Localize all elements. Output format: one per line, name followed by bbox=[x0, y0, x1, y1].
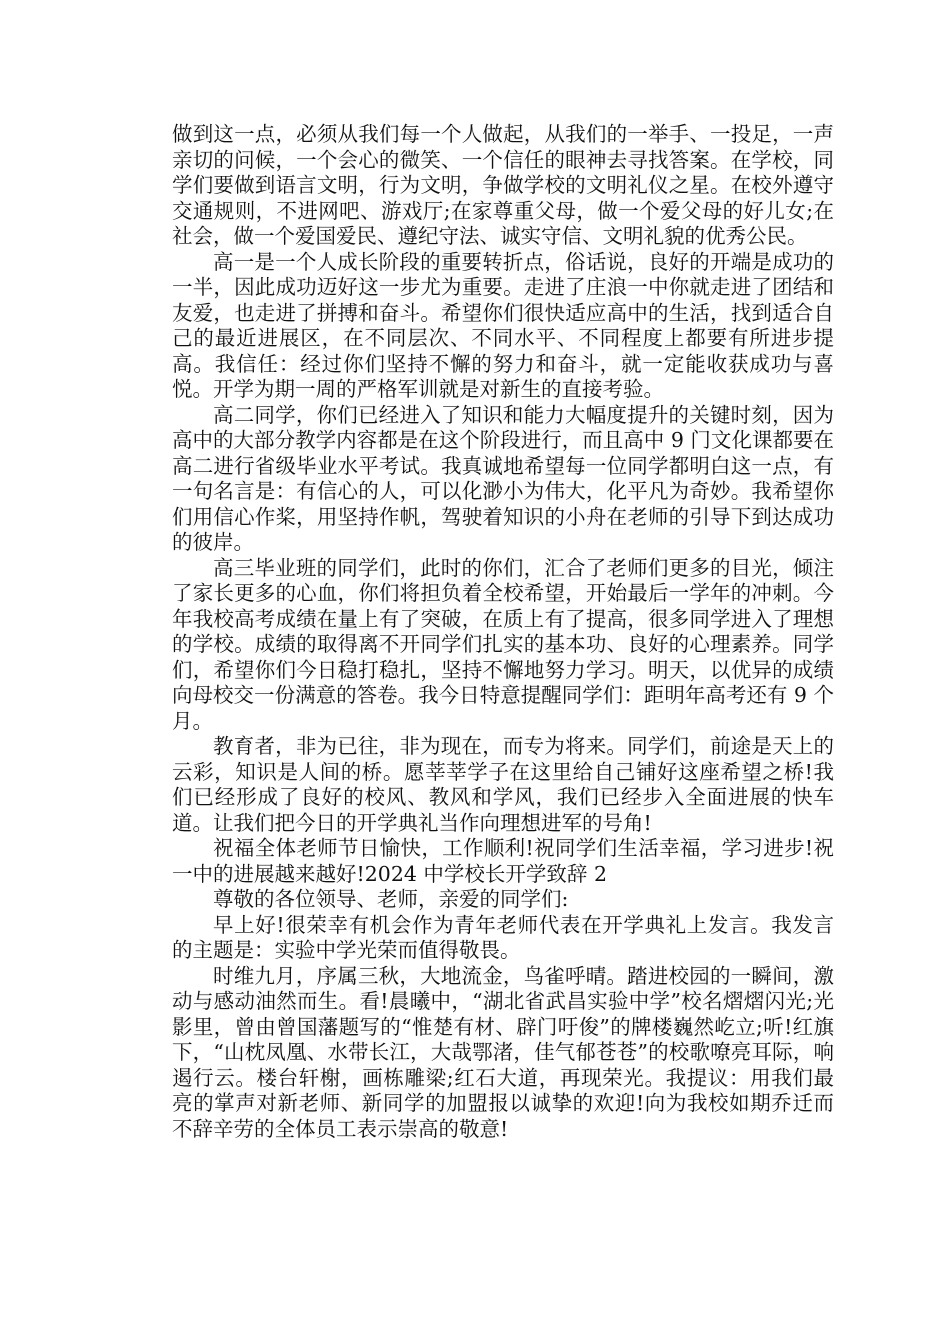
paragraph-grade-two: 高二同学，你们已经进入了知识和能力大幅度提升的关键时刻，因为高中的大部分教学内容都是在这个阶段进行，而且高中 9 门文化课都要在高二进行省级毕业水平考试。我真诚地希望每一位同学都明白这一点，有一句名言是：有信心的人，可以化渺小为伟大，化平凡为奇妙。我希望你们用信心作桨，用坚持作帆，驾驶着知识的小舟在老师的引导下到达成功的彼岸。 bbox=[172, 402, 834, 554]
paragraph-grade-three: 高三毕业班的同学们，此时的你们，汇合了老师们更多的目光，倾注了家长更多的心血，你们将担负着全校希望，开始最后一学年的冲刺。今年我校高考成绩在量上有了突破，在质上有了提高，很多同学进入了理想的学校。成绩的取得离不开同学们扎实的基本功、良好的心理素养。同学们，希望你们今日稳打稳扎，坚持不懈地努力学习。明天，以优异的成绩向母校交一份满意的答卷。我今日特意提醒同学们：距明年高考还有 9 个月。 bbox=[172, 555, 834, 733]
paragraph-continuation: 做到这一点，必须从我们每一个人做起，从我们的一举手、一投足，一声亲切的问候，一个会心的微笑、一个信任的眼神去寻找答案。在学校，同学们要做到语言文明，行为文明，争做学校的文明礼仪之星。在校外遵守交通规则，不进网吧、游戏厅;在家尊重父母，做一个爱父母的好儿女;在社会，做一个爱国爱民、遵纪守法、诚实守信、文明礼貌的优秀公民。 bbox=[172, 122, 834, 248]
document-body bbox=[172, 122, 834, 1142]
paragraph-salutation: 尊敬的各位领导、老师，亲爱的同学们: bbox=[213, 887, 569, 911]
paragraph-blessing: 祝福全体老师节日愉快，工作顺利!祝同学们生活幸福，学习进步!祝一中的进展越来越好!2024 中学校长开学致辞 2 bbox=[172, 836, 834, 886]
paragraph-education: 教育者，非为已往，非为现在，而专为将来。同学们，前途是天上的云彩，知识是人间的桥。愿莘莘学子在这里给自己铺好这座希望之桥!我们已经形成了良好的校风、教风和学风，我们已经步入全面进展的快车道。让我们把今日的开学典礼当作向理想进军的号角! bbox=[172, 734, 834, 835]
paragraph-grade-one: 高一是一个人成长阶段的重要转折点，俗话说，良好的开端是成功的一半，因此成功迈好这一步尤为重要。走进了庄浪一中你就走进了团结和友爱，也走进了拼搏和奋斗。希望你们很快适应高中的生活，找到适合自己的最近进展区，在不同层次、不同水平、不同程度上都要有所进步提高。我信任：经过你们坚持不懈的努力和奋斗，就一定能收获成功与喜悦。开学为期一周的严格军训就是对新生的直接考验。 bbox=[172, 249, 834, 401]
paragraph-september: 时维九月，序属三秋，大地流金，鸟雀呼晴。踏进校园的一瞬间，激动与感动油然而生。看!晨曦中，“湖北省武昌实验中学”校名熠熠闪光;光影里，曾由曾国藩题写的“惟楚有材、辟门吁俊”的牌楼巍然屹立;听!红旗下，“山枕凤凰、水带长江，大哉鄂渚，佳气郁苍苍”的校歌嘹亮耳际，响遏行云。楼台轩榭，画栋雕梁;红石大道，再现荣光。我提议：用我们最亮的掌声对新老师、新同学的加盟报以诚挚的欢迎!向为我校如期乔迁而不辞辛劳的全体员工表示崇高的敬意! bbox=[172, 963, 834, 1141]
paragraph-greeting: 早上好!很荣幸有机会作为青年老师代表在开学典礼上发言。我发言的主题是：实验中学光荣而值得敬畏。 bbox=[172, 912, 834, 962]
